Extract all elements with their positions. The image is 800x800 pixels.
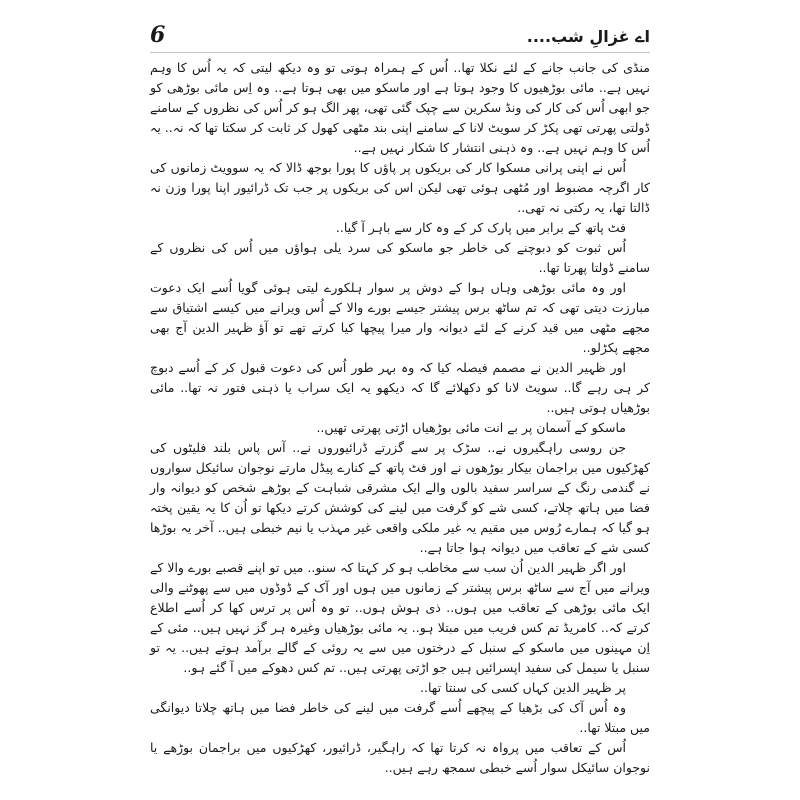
paragraph: اُس کے تعاقب میں پرواہ نہ کرتا تھا کہ راہگیر، ڈرائیور، کھڑکیوں میں براجمان بوڑھے یا نوجوان سائیکل سوار اُسے خبطی سمجھ رہے ہیں.. — [150, 740, 650, 775]
paragraph: ماسکو کے آسمان پر بے انت مائی بوڑھیاں اڑتی پھرتی تھیں.. — [316, 420, 626, 435]
paragraph: جن روسی راہگیروں نے.. سڑک پر سے گزرتے ڈرائیوروں نے.. آس پاس بلند فلیٹوں کی کھڑکیوں میں براجمان بیکار بوڑھوں نے اور فٹ پاتھ کے کنارے پیڈل مارتے نوجوان سائیکل سواروں نے گندمی رنگ کے سراسر سفید بالوں والے ایک مشرقی شباہت کے بوڑھے شخص کو دیوانہ وار فضا میں ہاتھ چلاتے، کسی شے کو گرفت میں لینے کی کوشش کرتے دیکھا تو اُن کا یہ یقین پختہ ہو گیا کہ ہمارے رُوس میں مقیم یہ غیر ملکی واقعی غیر مہذب یا نیم خبطی ہیں.. آخر یہ بوڑھا کسی شے کے تعاقب میں دیوانہ ہوا جاتا ہے.. — [150, 440, 650, 555]
paragraph: اور اگر ظہیر الدین اُن سب سے مخاطب ہو کر کہتا کہ سنو.. میں تو اپنے قصبے بورے والا کے ویرانے میں آج سے ساٹھ برس پیشتر کے زمانوں میں ہوں اور آک کے ڈوڈوں میں سے پھوٹنے والی ایک مائی بوڑھی کے تعاقب میں ہوں.. ذی ہوش ہوں.. تو وہ اُس پر ترس کھا کر اُسے اطلاع کرتے کہ.. کامریڈ تم کس فریب میں مبتلا ہو.. یہ مائی بوڑھیاں وغیرہ ہر گز نہیں ہیں.. مئی کے اِن مہینوں میں ماسکو کے سنبل کے درختوں میں سے یہ روئی کے گالے برآمد ہوتے ہیں.. یہ تو سنبل یا سیمل کی سفید اپسرائیں ہیں جو اڑتی پھرتی ہیں.. تم کس دھوکے میں آ گئے ہو.. — [150, 560, 650, 675]
page-number: 6 — [150, 22, 166, 48]
page-header — [150, 20, 650, 56]
paragraph: اور ظہیر الدین نے مصمم فیصلہ کیا کہ وہ بہر طور اُس کی دعوت قبول کر کے اُسے دبوچ کر ہی رہے گا.. سویٹ لانا کو دکھلائے گا کہ دیکھو یہ ایک سراب یا ذہنی فتور نہ تھا.. مائی بوڑھیاں ہوتی ہیں.. — [150, 360, 650, 415]
running-title: اے غزالِ شب.... — [526, 27, 650, 46]
paragraph: اُس ثبوت کو دبوچنے کی خاطر جو ماسکو کی سرد یلی ہواؤں میں اُس کی نظروں کے سامنے ڈولتا پھرتا تھا.. — [150, 240, 650, 275]
body-text — [150, 58, 650, 778]
paragraph: پر ظہیر الدین کہاں کسی کی سنتا تھا.. — [420, 680, 626, 695]
paragraph: فٹ پاتھ کے برابر میں پارک کر کے وہ کار سے باہر آ گیا.. — [335, 220, 626, 235]
paragraph: اُس نے اپنی پرانی مسکوا کار کی بریکوں پر پاؤں کا پورا بوجھ ڈالا کہ یہ سوویٹ زمانوں کی کار اگرچہ مضبوط اور مُٹھی ہوئی تھی لیکن اس کی بریکوں پر جب تک ڈرائیور اپنا پورا وزن نہ ڈالتا تھا، یہ رکتی نہ تھی.. — [150, 160, 650, 215]
header-divider — [150, 52, 650, 53]
paragraph: وہ اُس آک کی بڑھیا کے پیچھے اُسے گرفت میں لینے کی خاطر فضا میں ہاتھ چلاتا دیوانگی میں مبتلا تھا.. — [150, 700, 650, 735]
paragraph: اور وہ مائی بوڑھی وہاں ہوا کے دوش پر سوار ہلکورے لیتی ہوئی گویا اُسے ایک دعوت مبارزت دیتی تھی کہ تم ساٹھ برس پیشتر جیسے بورے والا کے اُس ویرانے میں کیسے اشتیاق سے مجھے مٹھی میں قید کرنے کے لئے دیوانہ وار میرا پیچھا کیا کرتے تھے تو آؤ ظہیر الدین آج بھی مجھے پکڑلو.. — [150, 280, 650, 355]
paragraph: منڈی کی جانب جانے کے لئے نکلا تھا.. اُس کے ہمراہ ہوتی تو وہ دیکھ لیتی کہ یہ اُس کا وہم نہیں ہے.. مائی بوڑھیوں کا وجود ہوتا ہے اور ماسکو میں بھی ہوتا ہے.. وہ اِس مائی بوڑھی کو جو ابھی اُس کی کار کی ونڈ سکرین سے چپک گئی تھی، پھر الگ ہو کر اُس کی نظروں کے سامنے ڈولتی پھرتی تھی پکڑ کر سویٹ لانا کے سامنے اپنی بند مٹھی کھول کر ثابت کر سکتا تھا کہ نہ.. یہ اُس کا وہم نہیں ہے.. وہ ذہنی انتشار کا شکار نہیں ہے.. — [150, 60, 650, 155]
